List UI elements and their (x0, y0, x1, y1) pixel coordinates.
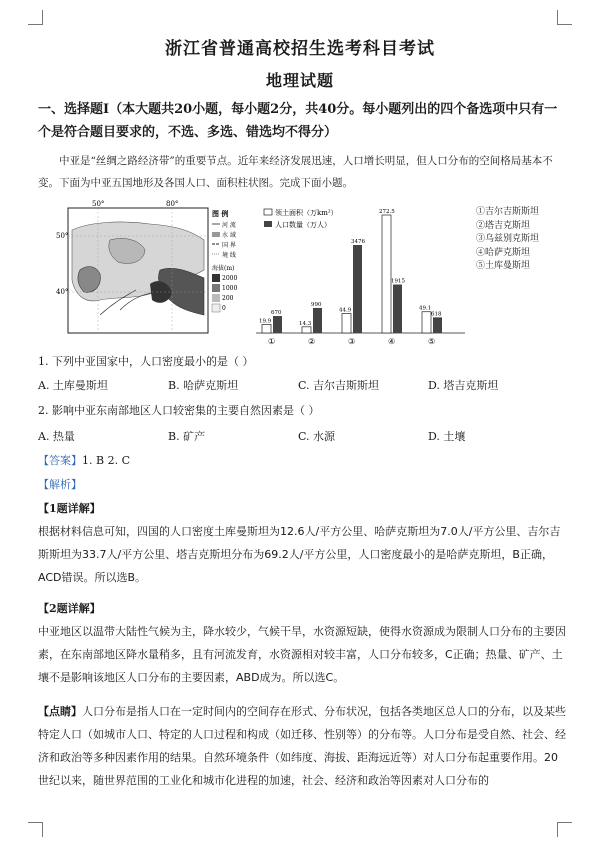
q2-option-d: D. 土壤 (428, 430, 466, 443)
category-label: ⑤ (428, 337, 436, 346)
data-label-population: 618 (431, 311, 442, 318)
bar-area (342, 314, 351, 333)
data-label-area: 44.9 (339, 307, 352, 314)
bar-population (433, 317, 442, 333)
bar-population (393, 285, 402, 333)
q2-option-c: C. 水源 (298, 430, 336, 443)
analysis-tag: 【解析】 (38, 478, 82, 491)
category-label: ② (308, 337, 316, 346)
legend-border: 国 界 (222, 242, 236, 249)
q1-detail-text: 根据材料信息可知，四国的人口密度土库曼斯坦为12.6人/平方公里、哈萨克斯坦为7.0人/平方公里、吉尔吉斯斯坦为33.7人/平方公里、塔吉克斯坦分布为69.2人/平方公里，人口密度最小的是哈萨克斯坦，B正确，ACD错误。所以选B。 (38, 525, 561, 584)
data-label-population: 670 (271, 310, 282, 317)
q2-option-a: A. 热量 (38, 430, 75, 443)
bar-population (273, 316, 282, 333)
legend-pop-label: 人口数量（万人） (275, 221, 331, 229)
data-label-area: 14.3 (299, 320, 312, 327)
crop-mark-bottom-right (557, 822, 572, 837)
bar-population (313, 308, 322, 333)
data-label-population: 1915 (391, 278, 405, 285)
bar-area (422, 312, 431, 333)
tip-block (38, 700, 566, 792)
legend-river: 河 流 (222, 222, 236, 229)
category-label: ④ (388, 337, 396, 346)
country-legend (476, 206, 539, 274)
q2-detail-label: 【2题详解】 (38, 602, 101, 615)
q2-option-b: B. 矿产 (168, 430, 206, 443)
bar-area (262, 324, 271, 333)
data-label-area: 272.5 (379, 209, 395, 215)
answer-tag: 【答案】 (38, 454, 82, 467)
elev-level-1000: 1000 (222, 285, 238, 292)
legend-water: 水 域 (222, 232, 236, 239)
q1-option-a: A. 土库曼斯坦 (38, 379, 108, 392)
tip-label: 【点睛】 (38, 705, 82, 718)
bar-population (353, 245, 362, 333)
data-label-population: 3476 (351, 239, 365, 245)
tip-text: 人口分布是指人口在一定时间内的空间存在形式、分布状况，包括各类地区总人口的分布，以及某些特定人口（如城市人口、特定的人口过程和构成（如迁移、性别等）的分布等。人口分布是受自然、社会、经济和政治等多种因素作用的结果。自然环境条件（如纬度、海拔、距海远近等）对人口分布起重要作用。20世纪以来，随世界范围的工业化和城市化进程的加速，社会、经济和政治等因素对人口分布的 (38, 705, 566, 787)
q1-option-b: B. 哈萨克斯坦 (168, 379, 239, 392)
country-legend-item: ④哈萨克斯坦 (476, 247, 531, 258)
elev-level-2000: 2000 (222, 275, 238, 282)
question-2-stem: 2. 影响中亚东南部地区人口较密集的主要自然因素是（ ） (38, 404, 320, 417)
lat-label-50: 50° (56, 232, 69, 240)
elev-level-200: 200 (222, 295, 234, 302)
category-label: ① (268, 337, 276, 346)
q2-detail-text: 中亚地区以温带大陆性气候为主，降水较少，气候干旱，水资源短缺，使得水资源成为限制人口分布的主要因素，在东南部地区降水量稍多，且有河流发育，水资源相对较丰富，人口分布较多，C正确；热量、矿产、土壤不是影响该地区人口分布的主要因素，ABD成为。所以选C。 (38, 625, 566, 684)
country-legend-item: ①吉尔吉斯斯坦 (476, 207, 540, 217)
q1-option-c: C. 吉尔吉斯斯坦 (298, 379, 380, 392)
country-legend-item: ②塔吉克斯坦 (476, 220, 531, 231)
elev-title: 海拔(m) (212, 265, 235, 272)
lon-label-50: 50° (92, 200, 105, 208)
central-asia-map (56, 200, 240, 340)
data-label-area: 49.1 (419, 305, 432, 312)
data-label-population: 990 (311, 301, 322, 308)
section-heading: 一、选择题Ⅰ（本大题共20小题，每小题2分，共40分。每小题列出的四个备选项中只有一个是符合题目要求的，不选、多选、错选均不得分） (38, 102, 558, 140)
crop-mark-top-left (28, 10, 43, 25)
lat-label-40: 40° (56, 288, 69, 296)
question-intro: 中亚是“丝绸之路经济带”的重要节点。近年来经济发展迅速，人口增长明显，但人口分布的空间格局基本不变。下面为中亚五国地形及各国人口、面积柱状图。完成下面小题。 (38, 155, 553, 189)
crop-mark-top-right (557, 10, 572, 25)
q1-option-d: D. 塔吉克斯坦 (428, 379, 499, 392)
category-label: ③ (348, 337, 356, 346)
country-legend-item: ③乌兹别克斯坦 (476, 234, 540, 244)
legend-area-swatch (264, 209, 272, 215)
map-legend (212, 209, 237, 312)
population-area-chart (250, 205, 472, 350)
legend-area-label: 领土面积（万km²） (275, 209, 338, 217)
bar-area (302, 327, 311, 333)
bar-area (382, 215, 391, 333)
crop-mark-bottom-left (28, 822, 43, 837)
answer-text: 1. B 2. C (82, 454, 130, 467)
question-1-stem: 1. 下列中亚国家中，人口密度最小的是（ ） (38, 355, 254, 368)
elev-level-0: 0 (222, 305, 226, 312)
lon-label-80: 80° (166, 200, 179, 208)
exam-subtitle: 地理试题 (265, 71, 334, 90)
exam-title: 浙江省普通高校招生选考科目考试 (165, 39, 435, 59)
legend-pop-swatch (264, 221, 272, 227)
legend-boundary: 境 线 (222, 252, 236, 259)
country-legend-item: ⑤土库曼斯坦 (476, 261, 531, 271)
q1-detail-label: 【1题详解】 (38, 502, 101, 515)
legend-title: 图 例 (212, 209, 229, 218)
answer-line (38, 452, 130, 468)
data-label-area: 19.9 (259, 318, 272, 325)
